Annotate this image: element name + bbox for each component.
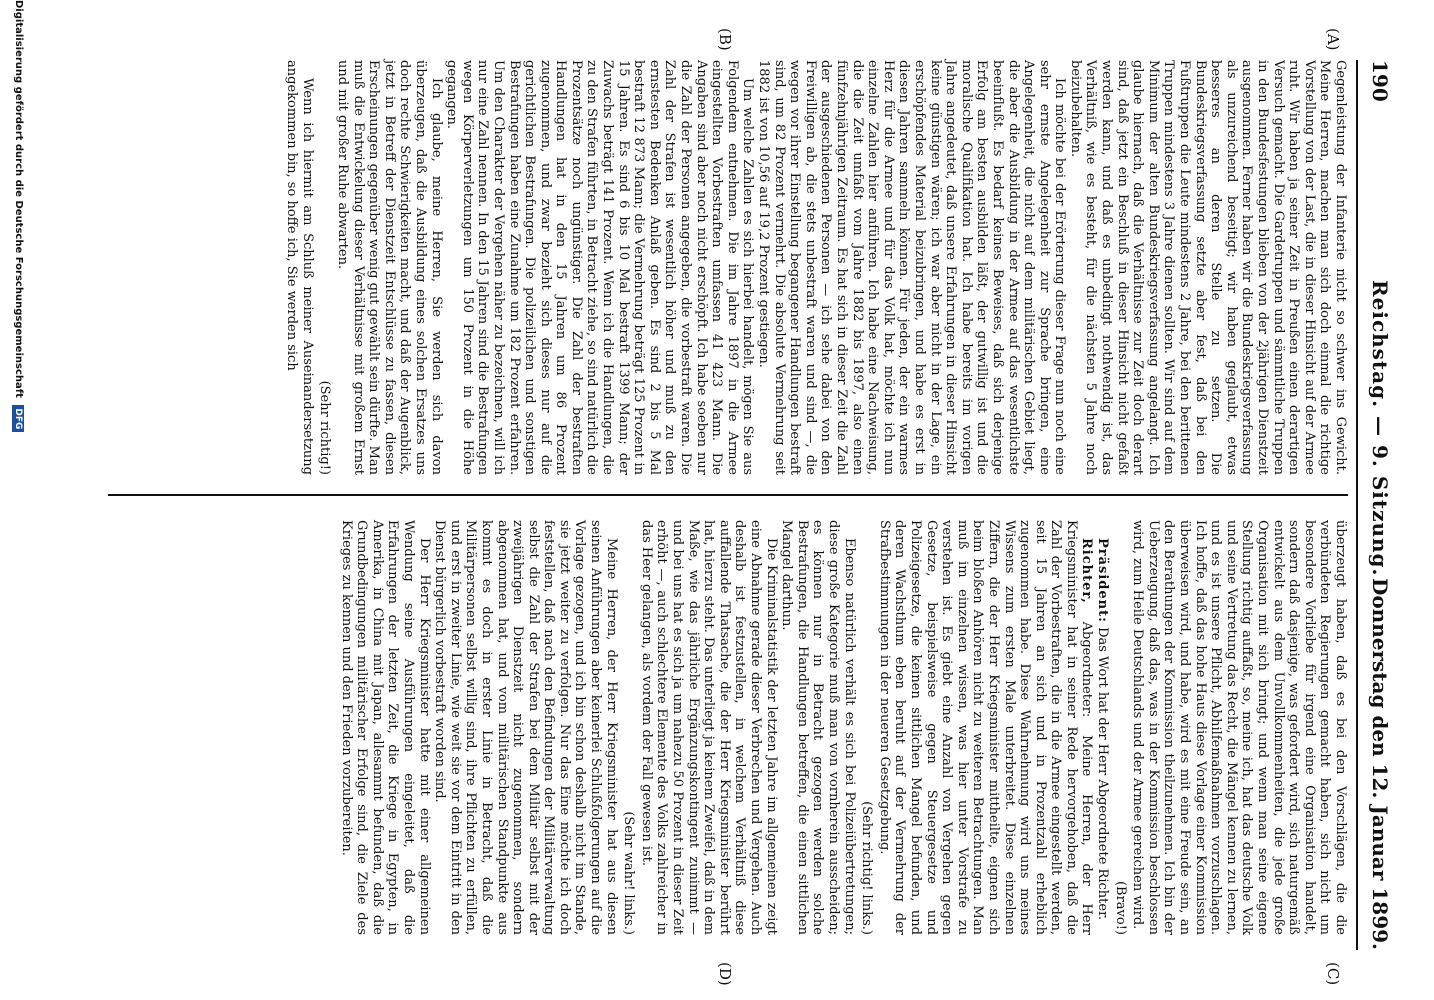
margin-marker-d: (D) [716,962,734,986]
paragraph: Ich glaube, meine Herren, Sie werden sich davon überzeugen, daß die Ausbildung eines solchen Ersatzes uns doch rechte Schwierigkeiten macht, und daß der Augenblick, jetzt in Betreff der Dienstzeit Entschlüsse zu fassen, diesen Erscheinungen gegenüber wenig gut gewählt sein dürfte. Man muß die Entwickelung dieser Verhältnisse mit großem Ernst und mit großer Ruhe abwarten. [335,60,444,475]
audience-reaction: (Sehr richtig! links.) [859,801,875,935]
column-divider [108,494,1348,496]
speaker-paragraph [876,520,1094,935]
session-date: Donnerstag den 12. Januar 1899. [1368,578,1392,950]
paragraph: Ebenso natürlich verhält es sich bei Polizeiübertretungen; diese große Kategorie muß man von vornherein ausscheiden; es können nur in Betracht gezogen werden solche Bestrafungen, die Handlungen betreffen, die einen sittlichen Mangel darthun. [779,520,857,935]
credit-text: Digitalisierung gefördert durch die Deutsche Forschungsgemeinschaft [13,0,24,398]
paragraph: überzeugt haben, daß es bei den Vorschlägen, die die verbündeten Regierungen gemacht haben, sich nicht um besondere Vorliebe für irgend eine Organisation handelt, sondern daß dasjenige, was gefordert wird, sich naturgemäß entwickelt aus dem Unvollkommenheiten, die jede große Organisation mit sich bringt; und wenn man seine eigene Stellung richtig auffaßt, so, meine ich, hat das deutsche Volk und seine Vertretung das Recht, die Mängel kennen zu lernen, und es ist unsere Pflicht, Abhilfemaßnahmen vorzuschlagen. Ich hoffe, daß das hohe Haus diese Vorlage einer Kommission überweisen wird, und habe, wird es mit eine Freude sein, an den Berathungen der Kommission theilzunehmen. Ich bin der Ueberzeugung, daß das, was in der Kommission beschlossen wird, zum Heile Deutschlands und der Armee gereichen wird. [1130,520,1348,935]
margin-marker-c: (C) [1324,962,1342,986]
speaker-name: Richter, [1079,538,1095,604]
paragraph: Um welche Zahlen es sich hierbei handelt, mögen Sie aus Folgendem entnehmen. Die im Jahre 1897 in die Armee eingestellten Vorbestraften umfassen 41 423 Mann. Die Angaben sind aber noch nicht erschöpft. Ich habe soeben nur die Zahl der Personen angegeben, die vorbestraft waren. Die Zahl der Strafen ist wesentlich höher und muß zu den ernstesten Bedenken Anlaß geben. Es sind 2 bis 5 Mal bestraft 12 873 Mann; die Vermehrung beträgt 125 Prozent in 15 Jahren. Es sind 6 bis 10 Mal bestraft 1399 Mann; der Zuwachs beträgt 141 Prozent. Wenn ich die Handlungen, die zu den Strafen führten, in Betracht ziehe, so sind natürlich die Prozentsätze noch ungünstiger. Die Zahl der bestraften Handlungen hat in den 15 Jahren um 86 Prozent zugenommen, und zwar bezieht sich dieses nur auf die gerichtlichen Bestrafungen. Die polizeilichen und sonstigen Bestrafungen haben eine Zunahme um 182 Prozent erfahren. Um den Charakter der Vergehen näher zu bezeichnen, will ich nur eine Zahl nennen. In den 15 Jahren sind die Bestrafungen wegen Körperverletzungen um 150 Prozent in die Höhe gegangen. [444,60,756,475]
paragraph: Wenn ich hiermit am Schluß meiner Auseinandersetzung angekommen bin, so hoffe ich, Sie werden sich [284,60,315,475]
speaker-paragraph [1095,520,1111,935]
session-title: Reichstag. — 9. Sitzung. [1368,280,1392,577]
paragraph: Die Kriminalstatistik der letzten Jahre im allgemeinen zeigt eine Abnahme gerade dieser Verbrechen und Vergehen. Auch deshalb ist festzustellen, in welchem Verhältniß diese auffallende Thatsache, die der Herr Kriegsminister berührt hat, hierzu steht. Das unterliegt ja keinem Zweifel, daß in dem Maße, wie das jährliche Ergänzungskontingent zunimmt — und bei uns hat es sich ja um nahezu 50 Prozent in dieser Zeit erhöht —, auch schlechtere Elemente des Volks zahlreicher in das Heer gelangen, als vordem der Fall gewesen ist. [638,520,779,935]
paragraph: Meine Herren, der Herr Kriegsminister hat aus diesen seinen Anführungen aber keinerlei Schlußfolgerungen auf die Vorlage gezogen, und ich bin schon deshalb nicht im Stande, sie jetzt weiter zu verfolgen. Nur das Eine möchte ich doch feststellen, daß nach den Befindungen der Militärverwaltung selbst die Zahl der Strafen bei dem Militär selbst mit der zweijährigen Dienstzeit nicht zugenommen, sondern abgenommen hat, und vom militärischen Standpunkte aus kommt es doch in erster Linie in Betracht, daß die Militärpersonen selbst willig sind, ihre Pflichten zu erfüllen, und erst in zweiter Linie, wie weit sie vor dem Eintritt in den Dienst bürgerlich vorbestraft worden sind. [432,520,619,935]
paragraph: Der Herr Kriegsminister hatte mit einer allgemeinen Wendung seine Ausführungen eingeleitet, daß die Erfahrungen der letzten Zeit, die Kriege in Egypten, in Amerika, in China mit Japan, allesammt befunden, daß die Grundbedingungen militärischer Erfolge sind, die Ziele des Krieges zu kennen und den Frieden vorzubereiten. [338,520,432,935]
dfg-logo: DFG [12,405,24,432]
left-column [108,60,1348,475]
audience-reaction: (Bravo!) [1112,880,1128,935]
right-column [108,520,1348,935]
speech-text: Abgeordneter: Meine Herren, der Herr Kriegsminister hat in seiner Rede hervorgehoben, daß die Zahl der Vorbestraften, die in die Armee eingestellt werden, seit 15 Jahren an sich und in Prozentzahl erheblich zugenommen habe. Diese Wahrnehmung wird uns meines Wissens zum ersten Male unterbreitet. Diese einzelnen Ziffern, die der Herr Kriegsminister mittheilte, eignen sich beim bloßen Anhören nicht zu weiteren Betrachtungen. Man muß im einzelnen wissen, was hier unter Vorstrafe zu verstehen ist. Es giebt eine Anzahl von Vergehen gegen Gesetze, beispielsweise gegen Steuergesetze und Polizeigesetze, die keinen sittlichen Mangel befunden, und deren Wachsthum eben beruht auf der Vermehrung der Strafbestimmungen in der neueren Gesetzgebung. [876,520,1095,935]
page-header [1356,60,1398,950]
audience-reaction: (Sehr wahr! links.) [621,811,637,935]
paragraph: Gegenleistung der Infanterie nicht so schwer ins Gewicht. Meine Herren, machen man sich doch einmal die richtige Vorstellung von der Last, die in dieser Hinsicht auf der Armee ruht. Wir haben ja seiner Zeit in Preußen einen derartigen Versuch gemacht. Die Gardetruppen und sämmtliche Truppen in den Bundesfestungen blieben von der 2jährigen Dienstzeit ausgenommen. Ferner haben wir die Bundeskriegsverfassung als unzureichend beseitigt; wir haben geglaubt, etwas besseres an deren Stelle zu setzen. Die Bundeskriegsverfassung setzte aber fest, daß bei den Fußtruppen die Leute mindestens 2 Jahre, bei den berittenen Truppen mindestens 3 Jahre dienen sollten. Wir sind auf dem Minimum der alten Bundeskriegsverfassung angelangt. Ich glaube hiernach, daß die Verhältnisse zur Zeit doch derart sind, daß jetzt ein Beschluß in dieser Hinsicht nicht gefaßt werden kann, und daß es unbedingt nothwendig ist, das Verhältniß, wie es besteht, für die nächsten 5 Jahre noch beizubehalten. [1067,60,1348,475]
paragraph: Ich möchte bei der Erörterung dieser Frage nun noch eine sehr ernste Angelegenheit zur Sprache bringen, eine Angelegenheit, die nicht auf dem militärischen Gebiet liegt, die aber die Ausbildung in der Armee auf das wesentlichste beeinflußt. Es bedarf keines Beweises, daß sich derjenige Erfolg am besten ausbilden läßt, der gutwillig ist und die moralische Qualifikation hat. Ich habe bereits im vorigen Jahre angedeutet, daß unsere Erfahrungen in dieser Hinsicht keine günstigen wären; ich war aber nicht in der Lage, ein erschöpfendes Material beizubringen, und habe es erst in diesen Jahren sammeln können. Für jeden, der ein warmes Herz für die Armee und für das Volk hat, möchte ich nun einzelne Zahlen hier anführen. Ich habe eine Nachweisung, die die Zeit umfaßt vom Jahre 1882 bis 1897, also einen fünfzehnjährigen Zeitraum. Es hat sich in dieser Zeit die Zahl der ausgeschiedenen Personen — ich sehe dabei von den Freiwilligen ab, die stets unbestraft waren und sind —, die wegen vor ihrer Einstellung begangener Handlungen bestraft sind, um 82 Prozent vermehrt. Die absolute Vermehrung seit 1882 ist von 10,56 auf 19,2 Prozent gestiegen. [756,60,1068,475]
digitization-credit [2,0,24,1000]
audience-reaction: (Sehr richtig!) [317,380,333,475]
margin-marker-b: (B) [716,28,734,51]
margin-marker-a: (A) [1324,28,1342,51]
page-number: 190 [1368,60,1392,102]
speech-text: Das Wort hat der Herr Abgeordnete Richter. [1095,627,1111,920]
speaker-name: Präsident: [1095,538,1111,623]
